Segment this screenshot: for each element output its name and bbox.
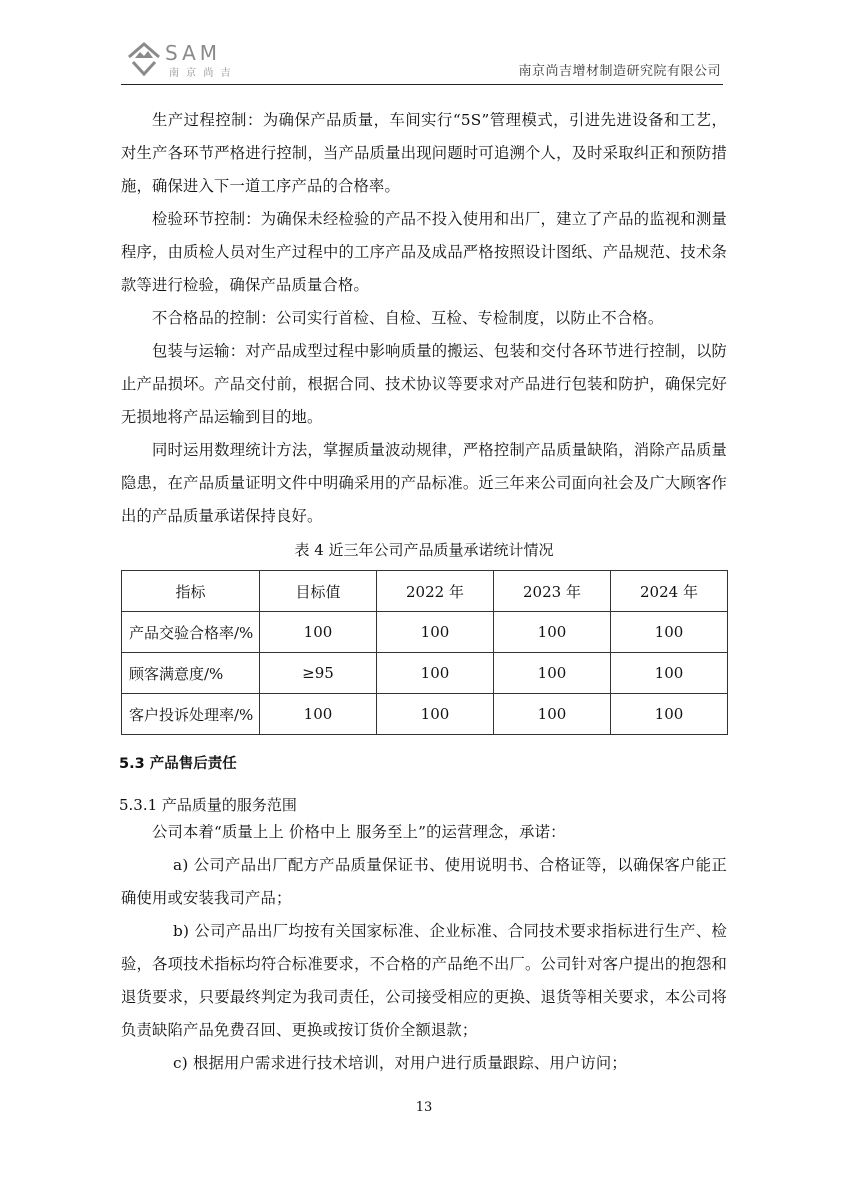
page-number: 13: [415, 1100, 433, 1115]
table-header-cell: 目标值: [260, 571, 377, 612]
subsection-heading: 5.3.1 产品质量的服务范围: [119, 796, 297, 814]
paragraph-inspection-control: 检验环节控制：为确保未经检验的产品不投入使用和出厂，建立了产品的监视和测量程序，由质检人员对生产过程中的工序产品及成品严格按照设计图纸、产品规范、技术条款等进行检验，确保产品质量合格。: [121, 210, 727, 294]
table-header-row: [122, 571, 728, 612]
list-item: a) 公司产品出厂配方产品质量保证书、使用说明书、合格证等，以确保客户能正确使用或安装我司产品；: [121, 856, 727, 907]
table-cell: ≥95: [260, 653, 377, 694]
table-row: [122, 612, 728, 653]
paragraph-production-control: 生产过程控制：为确保产品质量，车间实行“5S”管理模式，引进先进设备和工艺，对生产各环节严格进行控制，当产品质量出现问题时可追溯个人，及时采取纠正和预防措施，确保进入下一道工序产品的合格率。: [121, 111, 727, 195]
sam-logo: [125, 38, 255, 80]
table-cell: 100: [494, 612, 611, 653]
table-cell: 100: [611, 612, 728, 653]
section-heading: 5.3 产品售后责任: [119, 756, 237, 772]
table-row-label: 客户投诉处理率/%: [122, 694, 260, 735]
table-header-cell: 2024 年: [611, 571, 728, 612]
logo-peaks: [135, 51, 153, 58]
logo-text: SAM: [165, 41, 222, 65]
page-header: [121, 36, 723, 85]
table-row: [122, 653, 728, 694]
paragraph-statistics: 同时运用数理统计方法，掌握质量波动规律，严格控制产品质量缺陷，消除产品质量隐患，在产品质量证明文件中明确采用的产品标准。近三年来公司面向社会及广大顾客作出的产品质量承诺保持良好。: [121, 441, 727, 525]
logo-mountain-top: [129, 44, 159, 57]
table-cell: 100: [494, 694, 611, 735]
table-cell: 100: [377, 612, 494, 653]
table-cell: 100: [611, 694, 728, 735]
table-cell: 100: [377, 653, 494, 694]
logo-chevron-bottom: [133, 62, 155, 74]
table-cell: 100: [494, 653, 611, 694]
company-name: 南京尚吉增材制造研究院有限公司: [518, 64, 721, 79]
table-cell: 100: [260, 612, 377, 653]
table-caption: 表 4 近三年公司产品质量承诺统计情况: [294, 541, 554, 559]
page-body: [121, 104, 727, 1080]
table-cell: 100: [377, 694, 494, 735]
table-row-label: 产品交验合格率/%: [122, 612, 260, 653]
list-item: c) 根据用户需求进行技术培训，对用户进行质量跟踪、用户访问；: [173, 1054, 627, 1072]
table-cell: 100: [260, 694, 377, 735]
logo-subtitle: 南 京 尚 吉: [169, 68, 233, 79]
table-header-cell: 指标: [122, 571, 260, 612]
table-row: [122, 694, 728, 735]
quality-commitment-table: [121, 570, 728, 735]
table-header-cell: 2022 年: [377, 571, 494, 612]
paragraph-commitment-intro: 公司本着“质量上上 价格中上 服务至上”的运营理念，承诺：: [152, 823, 566, 841]
paragraph-packaging-transport: 包装与运输：对产品成型过程中影响质量的搬运、包装和交付各环节进行控制，以防止产品损坏。产品交付前，根据合同、技术协议等要求对产品进行包装和防护，确保完好无损地将产品运输到目的地。: [121, 342, 727, 426]
table-header-cell: 2023 年: [494, 571, 611, 612]
table-row-label: 顾客满意度/%: [122, 653, 260, 694]
list-item: b) 公司产品出厂均按有关国家标准、企业标准、合同技术要求指标进行生产、检验，各项技术指标均符合标准要求，不合格的产品绝不出厂。公司针对客户提出的抱怨和退货要求，只要最终判定为我司责任，公司接受相应的更换、退货等相关要求，本公司将负责缺陷产品免费召回、更换或按订货价全额退款；: [121, 922, 727, 1039]
paragraph-nonconforming-control: 不合格品的控制：公司实行首检、自检、互检、专检制度，以防止不合格。: [152, 309, 664, 327]
table-cell: 100: [611, 653, 728, 694]
